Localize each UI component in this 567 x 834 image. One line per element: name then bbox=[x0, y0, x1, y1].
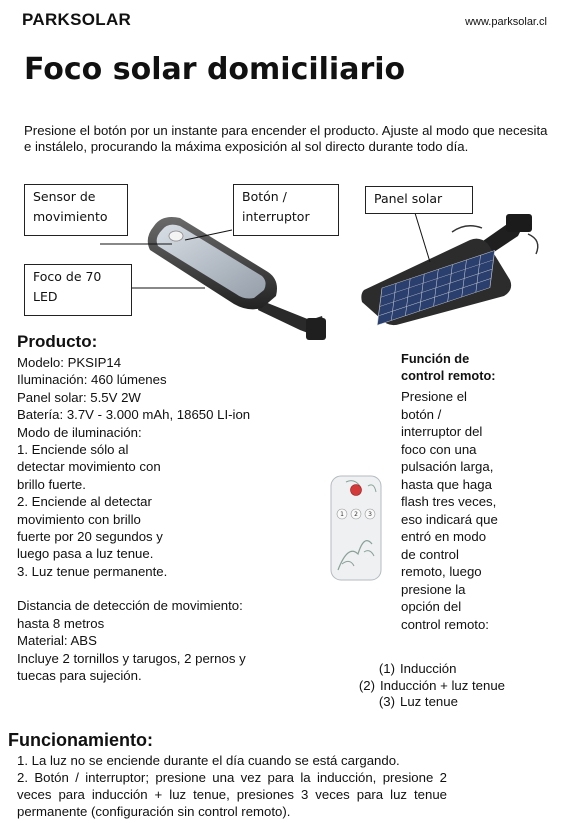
operation-item: 1. La luz no se enciende durante el día cuando se está cargando. bbox=[17, 753, 400, 768]
remote-heading: Función de control remoto: bbox=[401, 351, 496, 383]
intro-paragraph: Presione el botón por un instante para encender el producto. Ajuste al modo que necesita e instálelo, procurando la máxima exposición al sol directo durante todo día. bbox=[24, 123, 548, 154]
remote-line: control remoto: bbox=[401, 616, 489, 632]
spec-line: Modelo: PKSIP14 bbox=[17, 355, 122, 370]
remote-control-illustration bbox=[328, 474, 384, 584]
operation-list bbox=[17, 752, 447, 820]
remote-button-label: 2 bbox=[354, 511, 358, 518]
remote-line: de control bbox=[401, 546, 459, 562]
remote-line: entró en modo bbox=[401, 529, 487, 544]
remote-line: opción del bbox=[401, 599, 462, 614]
spec-line: Iluminación: 460 lúmenes bbox=[17, 372, 167, 388]
spec-line: Panel solar: 5.5V 2W bbox=[17, 389, 141, 405]
remote-power-button bbox=[351, 485, 362, 496]
spec-line: tuecas para sujeción. bbox=[17, 667, 142, 683]
spec-line: Modo de iluminación: bbox=[17, 424, 142, 440]
mode-item: (3) Luz tenue bbox=[378, 694, 458, 709]
remote-line: Presione el bbox=[401, 389, 467, 404]
spec-line: movimiento con brillo bbox=[17, 511, 141, 527]
remote-instructions bbox=[401, 388, 541, 633]
brand-name: PARKSOLAR bbox=[22, 10, 132, 29]
spec-line: luego pasa a luz tenue. bbox=[17, 546, 154, 562]
remote-line: botón / bbox=[401, 406, 442, 422]
spec-line: Distancia de detección de movimiento: bbox=[17, 598, 243, 614]
callout-led: Foco de 70 LED bbox=[24, 264, 132, 316]
spec-line: fuerte por 20 segundos y bbox=[17, 529, 163, 545]
callout-power-button: Botón / interruptor bbox=[233, 184, 339, 236]
spec-line: 1. Enciende sólo al bbox=[17, 442, 129, 458]
mode-item: (2) Inducción + luz tenue bbox=[358, 677, 506, 693]
remote-modes-list bbox=[360, 661, 560, 711]
remote-line: flash tres veces, bbox=[401, 494, 497, 509]
remote-button-label: 3 bbox=[368, 511, 372, 518]
remote-line: foco con una bbox=[401, 441, 477, 457]
website-url: www.parksolar.cl bbox=[465, 16, 547, 28]
spec-line: detectar movimiento con bbox=[17, 459, 161, 475]
remote-line: hasta que haga bbox=[401, 476, 492, 492]
spec-line: 2. Enciende al detectar bbox=[17, 494, 152, 510]
remote-line: eso indicará que bbox=[401, 511, 498, 527]
remote-button-label: 1 bbox=[340, 511, 344, 518]
product-heading: Producto: bbox=[17, 332, 98, 351]
spec-line: 3. Luz tenue permanente. bbox=[17, 563, 168, 579]
product-specs bbox=[17, 354, 317, 684]
spec-line: Material: ABS bbox=[17, 633, 97, 649]
page-title: Foco solar domiciliario bbox=[24, 52, 406, 87]
spec-line: brillo fuerte. bbox=[17, 476, 86, 492]
spec-line: Batería: 3.7V - 3.000 mAh, 18650 LI-ion bbox=[17, 407, 251, 423]
spec-line: Incluye 2 tornillos y tarugos, 2 pernos y bbox=[17, 650, 246, 666]
callout-solar-panel: Panel solar bbox=[365, 186, 473, 214]
remote-line: pulsación larga, bbox=[401, 459, 494, 474]
mode-item: (1) Inducción bbox=[378, 661, 457, 676]
remote-line: remoto, luego bbox=[401, 564, 482, 579]
operation-item: 2. Botón / interruptor; presione una vez para la inducción, presione 2 veces para inducción + luz tenue, presiones 3 veces para luz tenue permanente (configuración sin control remoto). bbox=[17, 770, 447, 819]
spec-line: hasta 8 metros bbox=[17, 615, 105, 631]
operation-heading: Funcionamiento: bbox=[8, 730, 153, 750]
remote-line: interruptor del bbox=[401, 424, 483, 439]
remote-line: presione la bbox=[401, 581, 466, 597]
solar-panel-illustration bbox=[360, 210, 550, 330]
callout-motion-sensor: Sensor de movimiento bbox=[24, 184, 128, 236]
